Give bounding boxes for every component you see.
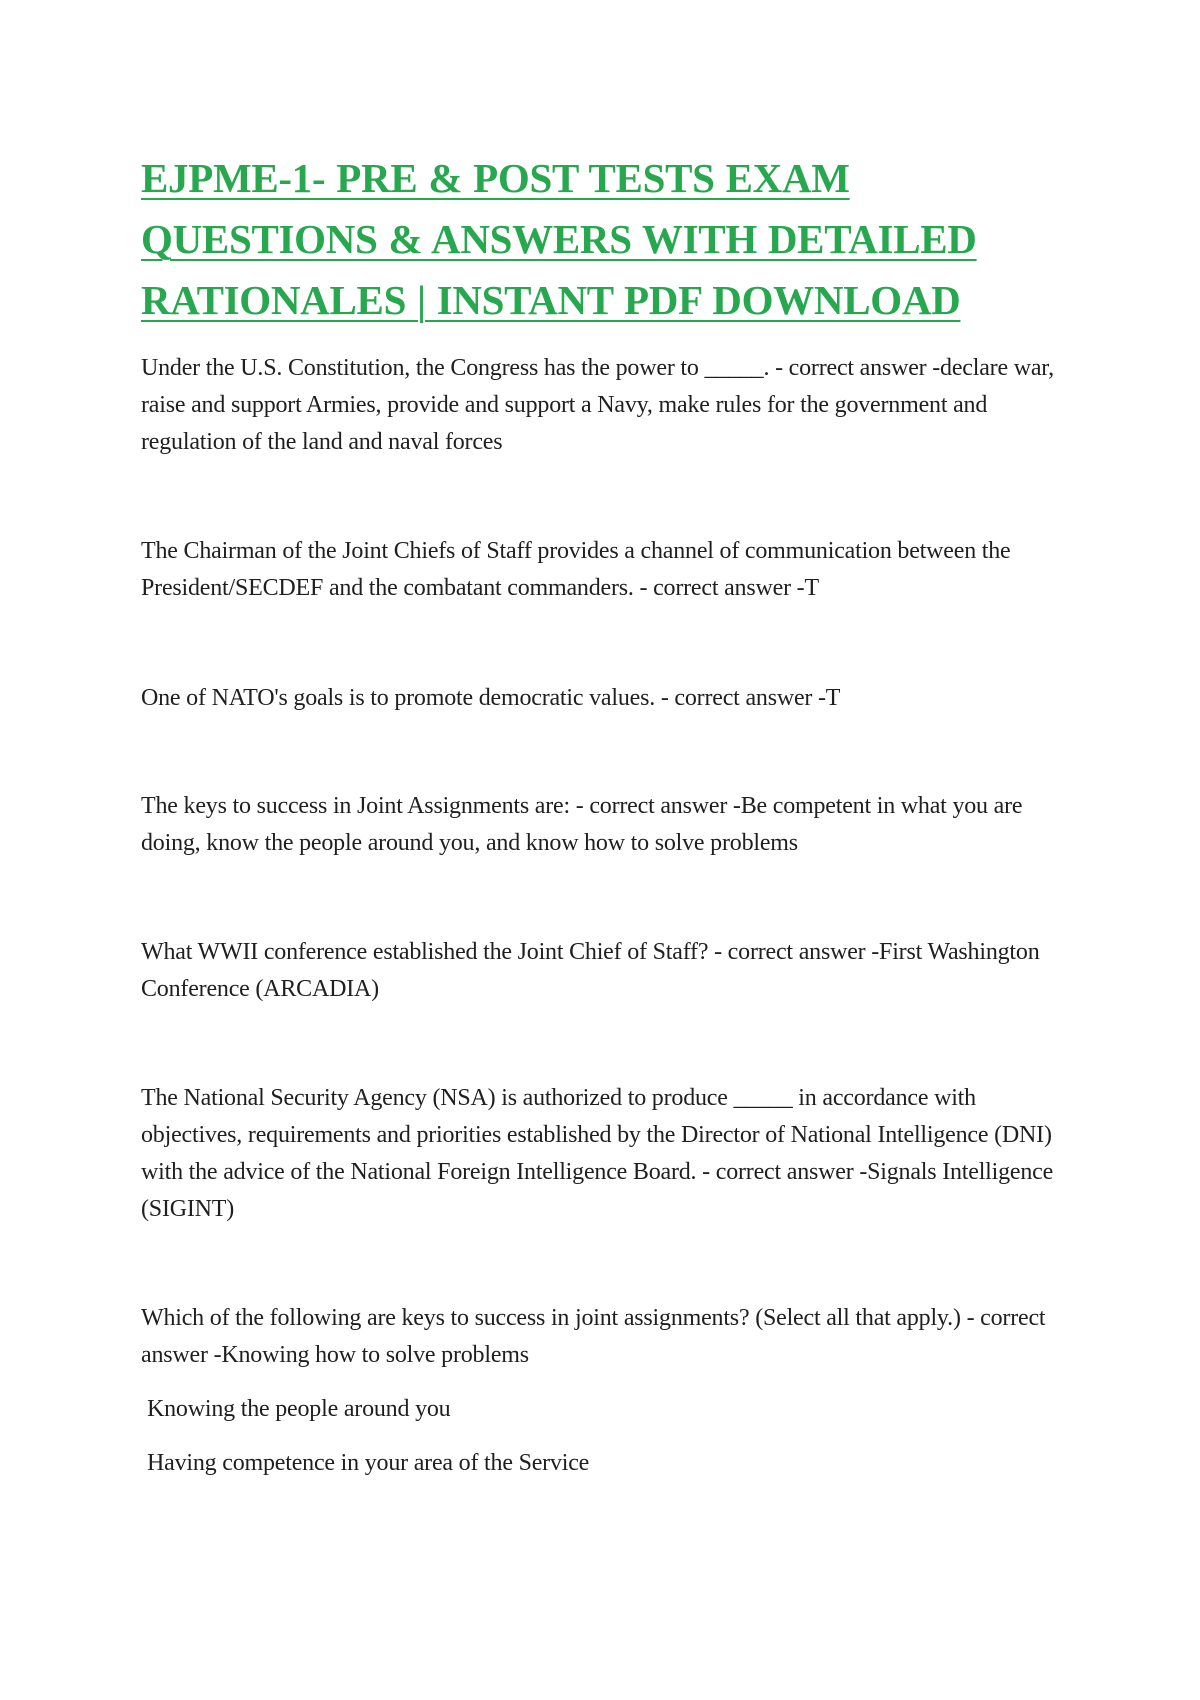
qa-item: The Chairman of the Joint Chiefs of Staff provides a channel of communication between the President/SECDEF and the combatant commanders. - correct answer -T xyxy=(141,538,1011,601)
qa-item: What WWII conference established the Joint Chief of Staff? - correct answer -First Washington Conference (ARCADIA) xyxy=(141,939,1040,1002)
qa-item: Which of the following are keys to success in joint assignments? (Select all that apply.) - correct answer -Knowing how to solve problems xyxy=(141,1305,1046,1368)
answer-continuation-line: Having competence in your area of the Service xyxy=(147,1450,590,1476)
qa-item: The National Security Agency (NSA) is authorized to produce _____ in accordance with objectives, requirements and priorities established by the Director of National Intelligence (DNI) with the advice of the National Foreign Intelligence Board. - correct answer -Signals Intelligence (SIGINT) xyxy=(141,1085,1054,1222)
document-title: EJPME-1- PRE & POST TESTS EXAM QUESTIONS & ANSWERS WITH DETAILED RATIONALES | INSTANT PDF DOWNLOAD xyxy=(141,155,977,323)
qa-item: Under the U.S. Constitution, the Congress has the power to _____. - correct answer -declare war, raise and support Armies, provide and support a Navy, make rules for the government and regulation of the land and naval forces xyxy=(141,355,1054,455)
answer-continuation-line: Knowing the people around you xyxy=(147,1396,451,1422)
qa-item: One of NATO's goals is to promote democratic values. - correct answer -T xyxy=(141,685,841,711)
qa-item: The keys to success in Joint Assignments are: - correct answer -Be competent in what you are doing, know the people around you, and know how to solve problems xyxy=(141,793,1023,856)
